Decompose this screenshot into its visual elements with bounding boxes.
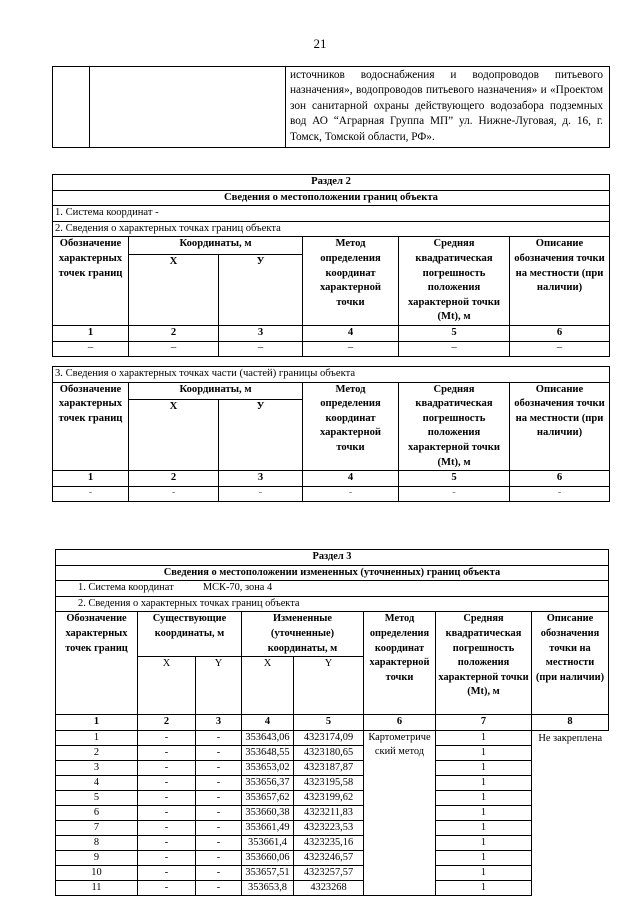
col-number: 6 [510,471,610,487]
continuation-table [52,66,610,148]
point-number: 6 [56,805,138,820]
changed-x: 353648,55 [242,745,294,760]
col-number: 1 [56,715,138,731]
error-value: 1 [436,805,532,820]
section3-subtitle: Сведения о местоположении измененных (уточненных) границ объекта [56,565,609,581]
continuation-row [53,67,610,148]
col-number: 3 [196,715,242,731]
method-cell: Картометрический метод [364,730,436,895]
error-value: 1 [436,880,532,895]
existing-y: - [196,850,242,865]
col-number: 3 [219,325,303,341]
page-number: 21 [313,36,327,51]
section3-coord-system [56,581,609,597]
col-number: 8 [532,715,609,731]
existing-y: - [196,820,242,835]
header-method: Метод определения координат характерной точки [303,382,399,471]
changed-x: 353653,8 [242,880,294,895]
error-value: 1 [436,850,532,865]
table-row [56,880,609,895]
section2-subtitle: Сведения о местоположении границ объекта [53,190,610,206]
table-row [56,835,609,850]
empty-cell: - [129,486,219,501]
header-point: Обозначение характерных точек границ [56,612,138,715]
changed-x: 353643,06 [242,730,294,745]
empty-cell: – [510,341,610,356]
header-x: Х [129,400,219,471]
existing-y: - [196,880,242,895]
continuation-text: источников водоснабжения и водопроводов питьевого назначения», водопроводов питьевого назначения» и «Проектом зон санитарной охраны действующего водозабора подземных вод АО “Аграрная Группа МП” ул. Нижне-Луговая, д. 16, г. Томск, Томской области, РФ». [286,67,610,148]
error-value: 1 [436,835,532,850]
table-row [56,775,609,790]
existing-x: - [138,790,196,805]
section3-numbers-row [56,715,609,731]
error-value: 1 [436,760,532,775]
existing-y: - [196,835,242,850]
header-existing: Существующие координаты, м [138,612,242,657]
col-number: 4 [303,325,399,341]
table-row [56,760,609,775]
desc-cell: Не закреплена [532,730,609,895]
existing-x: - [138,775,196,790]
section2-empty-row [53,341,610,356]
header-coords: Координаты, м [129,382,303,400]
error-value: 1 [436,790,532,805]
existing-y: - [196,775,242,790]
col-number: 6 [364,715,436,731]
section2-points-heading: 2. Сведения о характерных точках границ объекта [53,221,610,237]
header-method: Метод определения координат характерной точки [364,612,436,715]
header-desc: Описание обозначения точки на местности (при наличии) [532,612,609,715]
error-value: 1 [436,745,532,760]
empty-cell: – [129,341,219,356]
table-row [56,805,609,820]
header-existing-x: X [138,657,196,715]
empty-cell: - [510,486,610,501]
header-x: Х [129,254,219,325]
existing-x: - [138,835,196,850]
point-number: 10 [56,865,138,880]
existing-x: - [138,760,196,775]
error-value: 1 [436,730,532,745]
section2-parts-numbers-row [53,471,610,487]
changed-y: 4323199,62 [294,790,364,805]
col-number: 4 [242,715,294,731]
coord-system-label: 1. Система координат [78,582,174,594]
changed-x: 353653,02 [242,760,294,775]
section2-numbers-row [53,325,610,341]
col-number: 2 [138,715,196,731]
changed-y: 4323268 [294,880,364,895]
point-number: 11 [56,880,138,895]
empty-cell: - [219,486,303,501]
changed-y: 4323180,65 [294,745,364,760]
section2-table [52,174,610,357]
header-point: Обозначение характерных точек границ [53,382,129,471]
section2-coord-system: 1. Система координат - [53,206,610,222]
section2-parts-table [52,366,610,502]
empty-cell: – [399,341,510,356]
changed-y: 4323223,53 [294,820,364,835]
existing-x: - [138,730,196,745]
section2-title: Раздел 2 [53,175,610,191]
section3-header-row [56,612,609,657]
table-row [56,745,609,760]
col-number: 7 [436,715,532,731]
table-row [56,820,609,835]
col-number: 2 [129,325,219,341]
existing-y: - [196,805,242,820]
existing-y: - [196,730,242,745]
empty-cell: – [53,341,129,356]
changed-y: 4323174,09 [294,730,364,745]
changed-x: 353661,49 [242,820,294,835]
header-error: Средняя квадратическая погрешность положения характерной точки (Mt), м [436,612,532,715]
changed-y: 4323235,16 [294,835,364,850]
section3-title: Раздел 3 [56,550,609,566]
continuation-cell-number [53,67,90,148]
coord-system-value: МСК-70, зона 4 [202,582,273,594]
section3-table [55,549,609,896]
changed-x: 353657,62 [242,790,294,805]
existing-x: - [138,865,196,880]
error-value: 1 [436,775,532,790]
section2-parts-heading: 3. Сведения о характерных точках части (частей) границы объекта [53,367,610,383]
col-number: 2 [129,471,219,487]
error-value: 1 [436,865,532,880]
point-number: 3 [56,760,138,775]
changed-x: 353657,51 [242,865,294,880]
existing-y: - [196,760,242,775]
header-point: Обозначение характерных точек границ [53,237,129,326]
empty-cell: - [53,486,129,501]
point-number: 4 [56,775,138,790]
point-number: 1 [56,730,138,745]
col-number: 1 [53,471,129,487]
changed-y: 4323187,87 [294,760,364,775]
section2-header-row [53,237,610,255]
header-changed: Измененные (уточненные) координаты, м [242,612,364,657]
changed-y: 4323246,57 [294,850,364,865]
existing-x: - [138,805,196,820]
col-number: 3 [219,471,303,487]
col-number: 6 [510,325,610,341]
empty-cell: - [399,486,510,501]
header-desc: Описание обозначения точки на местности (при наличии) [510,237,610,326]
changed-x: 353660,06 [242,850,294,865]
table-row [56,850,609,865]
empty-cell: – [219,341,303,356]
continuation-cell-name [90,67,286,148]
header-existing-y: Y [196,657,242,715]
empty-cell: - [303,486,399,501]
point-number: 9 [56,850,138,865]
changed-y: 4323257,57 [294,865,364,880]
changed-y: 4323211,83 [294,805,364,820]
header-error: Средняя квадратическая погрешность положения характерной точки (Mt), м [399,382,510,471]
col-number: 5 [399,471,510,487]
existing-x: - [138,850,196,865]
point-number: 7 [56,820,138,835]
empty-cell: – [303,341,399,356]
table-row [56,790,609,805]
point-number: 2 [56,745,138,760]
header-changed-x: X [242,657,294,715]
header-y: У [219,400,303,471]
changed-x: 353660,38 [242,805,294,820]
table-row [56,865,609,880]
header-coords: Координаты, м [129,237,303,255]
error-value: 1 [436,820,532,835]
existing-x: - [138,820,196,835]
point-number: 5 [56,790,138,805]
table-row [56,730,609,745]
section3-points-heading: 2. Сведения о характерных точках границ объекта [56,596,609,612]
header-method: Метод определения координат характерной точки [303,237,399,326]
section2-parts-header-row [53,382,610,400]
existing-y: - [196,745,242,760]
changed-y: 4323195,58 [294,775,364,790]
col-number: 5 [399,325,510,341]
col-number: 4 [303,471,399,487]
existing-x: - [138,745,196,760]
col-number: 5 [294,715,364,731]
existing-y: - [196,865,242,880]
changed-x: 353661,4 [242,835,294,850]
section2-parts-empty-row [53,486,610,501]
point-number: 8 [56,835,138,850]
header-changed-y: Y [294,657,364,715]
existing-y: - [196,790,242,805]
section3-rows [56,730,609,895]
col-number: 1 [53,325,129,341]
header-error: Средняя квадратическая погрешность положения характерной точки (Mt), м [399,237,510,326]
header-y: У [219,254,303,325]
existing-x: - [138,880,196,895]
header-desc: Описание обозначения точки на местности (при наличии) [510,382,610,471]
changed-x: 353656,37 [242,775,294,790]
